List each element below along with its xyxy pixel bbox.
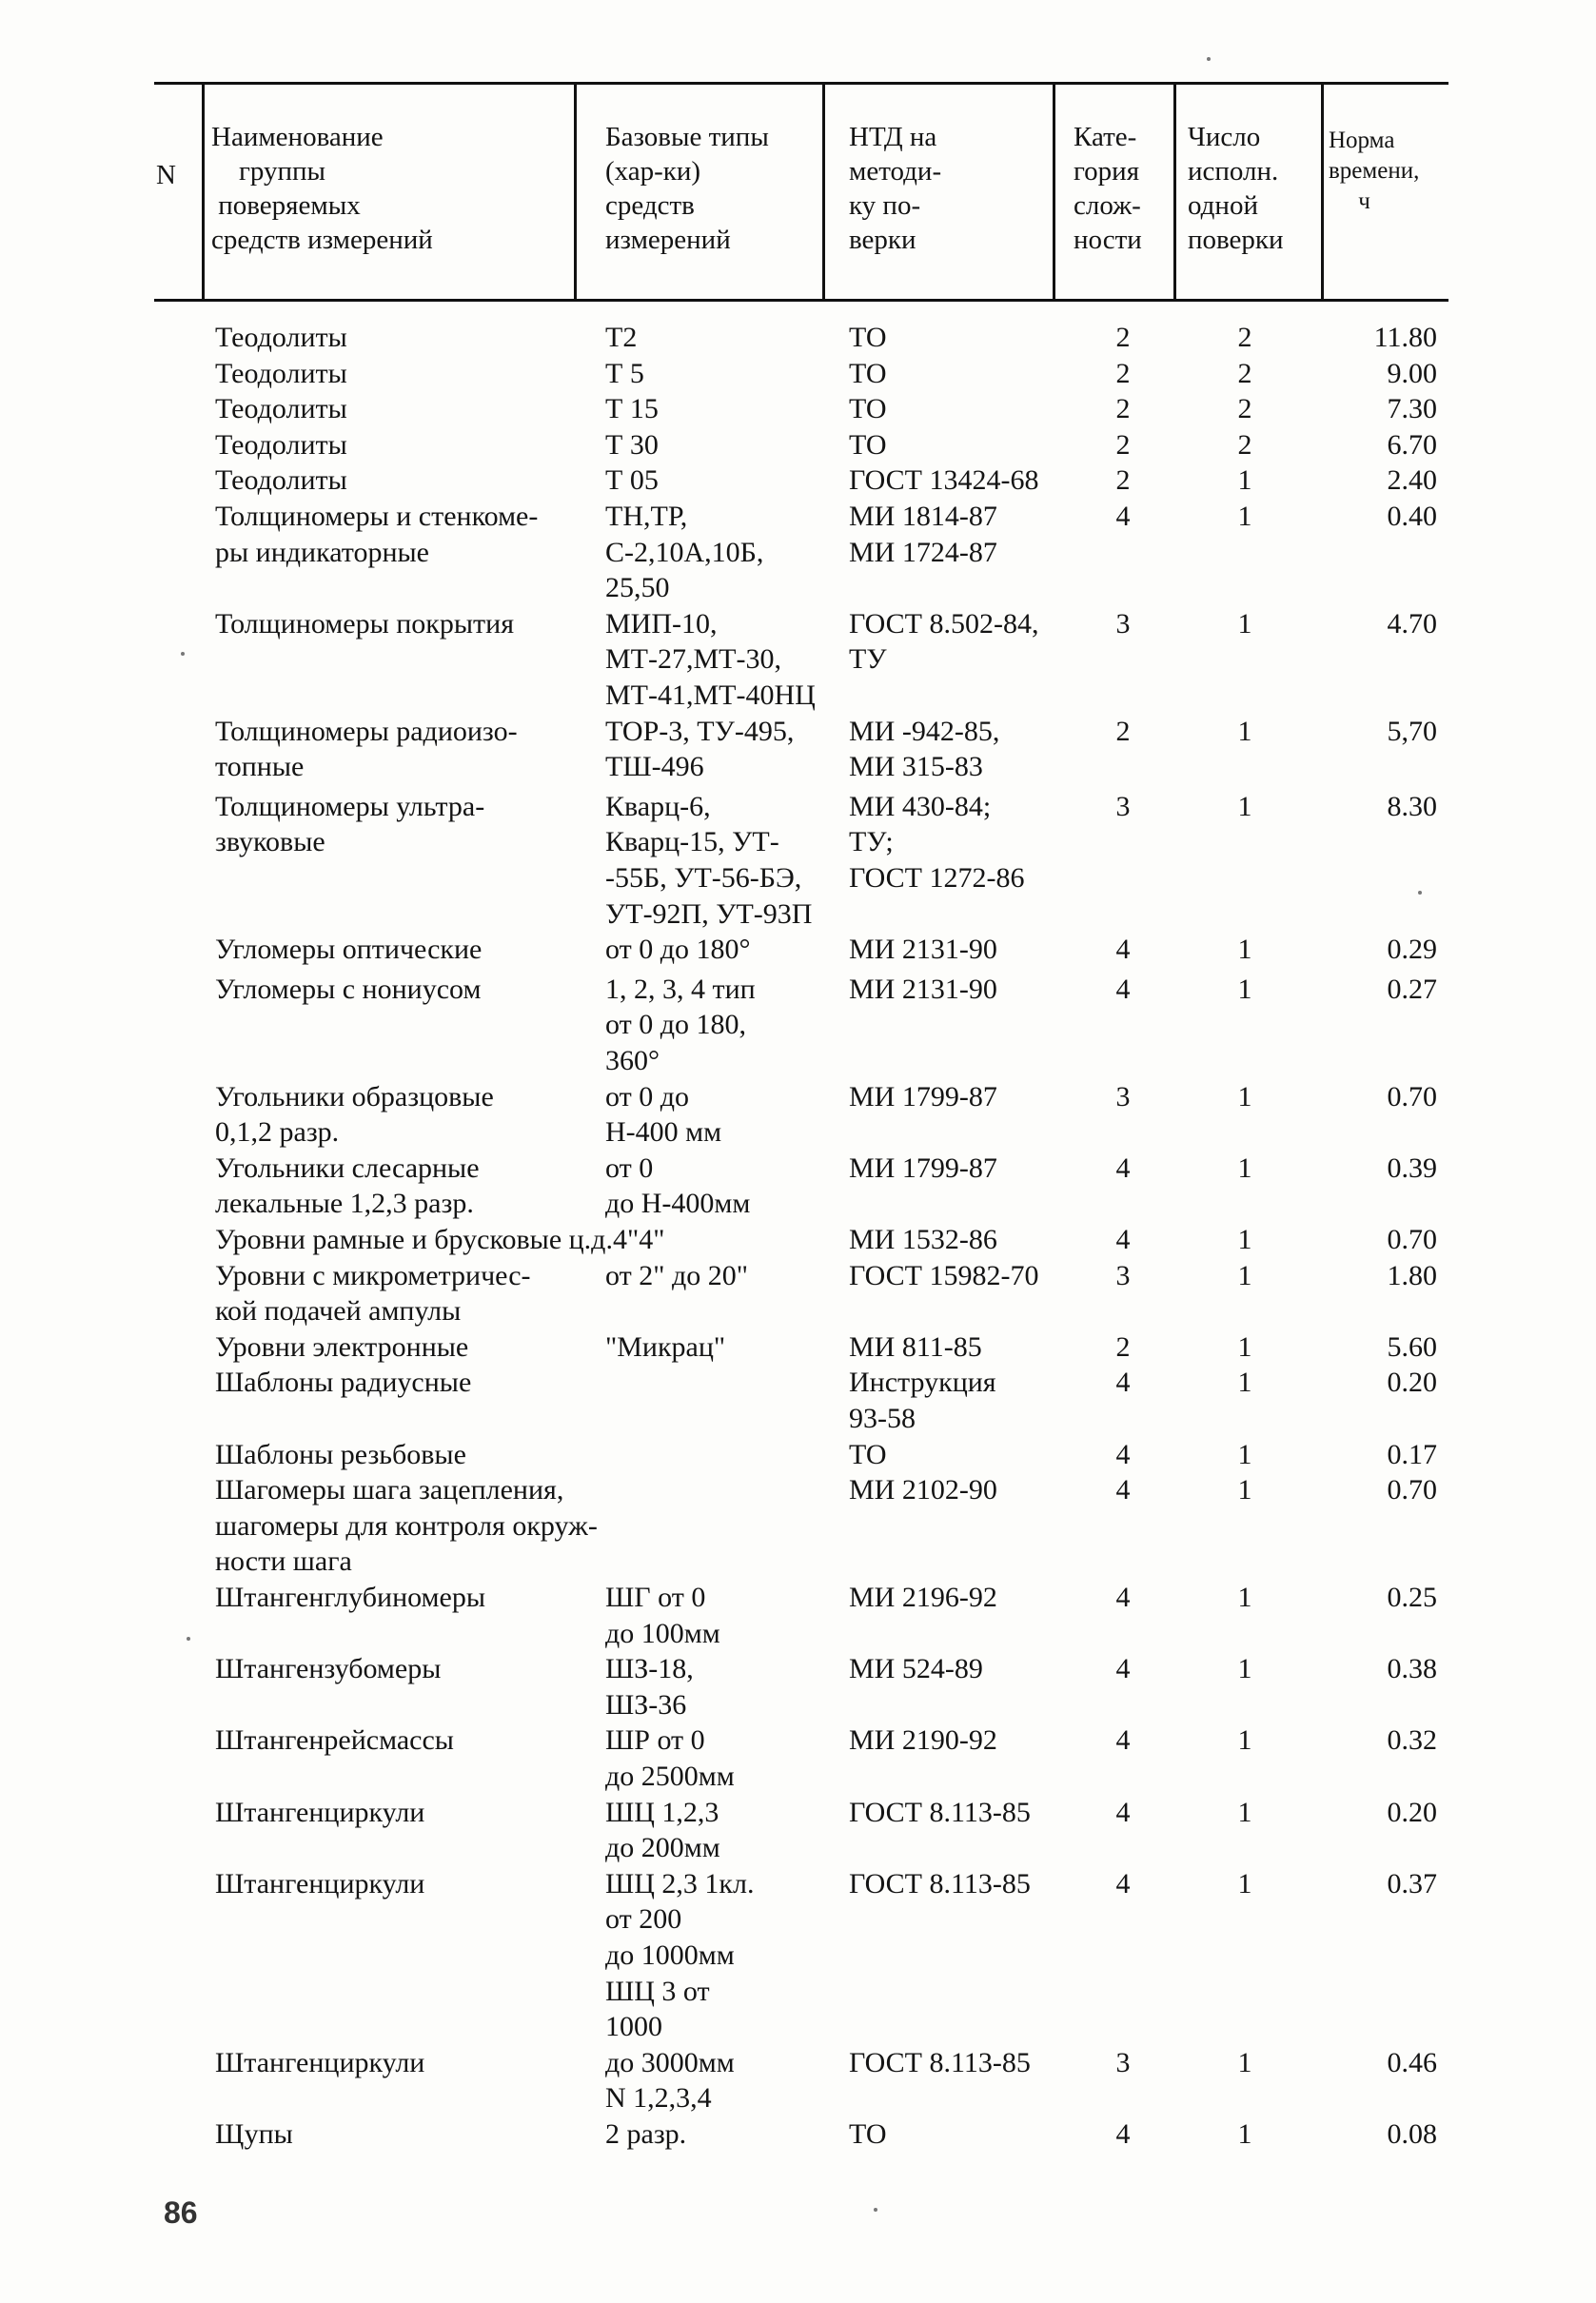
instrument-group-name: Теодолиты: [215, 464, 347, 497]
performers-count: 1: [1237, 1367, 1252, 1399]
method-document: МИ 315-83: [849, 751, 983, 783]
complexity-category: 4: [1115, 2118, 1131, 2150]
instrument-group-name: Теодолиты: [215, 393, 347, 425]
method-document: МИ 2131-90: [849, 934, 997, 966]
method-document: МИ -942-85,: [849, 715, 1000, 747]
method-document: ТО: [849, 357, 887, 389]
time-norm-hours: 0.08: [1387, 2118, 1437, 2150]
instrument-group-name: кой подачей ампулы: [215, 1295, 462, 1328]
performers-count: 1: [1237, 934, 1252, 966]
scan-speck: [1207, 57, 1211, 61]
base-type-spec: Кварц-15, УТ-: [605, 826, 779, 858]
time-norm-hours: 5,70: [1387, 715, 1437, 747]
performers-count: 1: [1237, 973, 1252, 1005]
base-type-spec: Н-400 мм: [605, 1116, 722, 1149]
base-type-spec: УТ-92П, УТ-93П: [605, 897, 813, 930]
method-document: МИ 2102-90: [849, 1474, 997, 1506]
method-document: ТУ: [849, 643, 887, 676]
performers-count: 1: [1237, 464, 1252, 497]
method-document: ГОСТ 1272-86: [849, 862, 1025, 894]
instrument-group-name: Штангенциркули: [215, 1796, 425, 1828]
time-norm-hours: 1.80: [1387, 1259, 1437, 1291]
column-divider: [1053, 84, 1055, 299]
time-norm-hours: 0.39: [1387, 1152, 1437, 1184]
header-method-document: НТД на методи- ку по- верки: [849, 122, 942, 255]
header-instrument-group: Наименование группы поверяемых средств измерений: [211, 122, 433, 255]
performers-count: 1: [1237, 1152, 1252, 1184]
method-document: МИ 1814-87: [849, 501, 997, 532]
complexity-category: 4: [1115, 1867, 1131, 1899]
base-type-spec: ШЦ 3 от: [605, 1975, 710, 2007]
method-document: 93-58: [849, 1403, 916, 1434]
scan-speck: [181, 652, 185, 656]
complexity-category: 4: [1115, 934, 1131, 966]
time-norm-hours: 0.20: [1387, 1367, 1437, 1399]
instrument-group-name: Уровни электронные: [215, 1330, 469, 1363]
method-document: ТО: [849, 393, 887, 425]
base-type-spec: 360°: [605, 1045, 660, 1076]
instrument-group-name: Теодолиты: [215, 322, 347, 353]
complexity-category: 2: [1115, 428, 1131, 461]
base-type-spec: С-2,10А,10Б,: [605, 536, 764, 568]
time-norm-hours: 9.00: [1387, 357, 1437, 389]
performers-count: 1: [1237, 501, 1252, 532]
column-divider: [1321, 84, 1324, 299]
header-top-rule: [154, 82, 1448, 85]
instrument-group-name: шагомеры для контроля окруж-: [215, 1509, 598, 1542]
base-type-spec: ШГ от 0: [605, 1582, 706, 1613]
instrument-group-name: топные: [215, 751, 305, 783]
base-type-spec: "Микрац": [605, 1330, 726, 1363]
base-type-spec: 1, 2, 3, 4 тип: [605, 973, 756, 1005]
instrument-group-name: Щупы: [215, 2118, 293, 2150]
base-type-spec: ШЗ-36: [605, 1688, 687, 1721]
method-document: ГОСТ 13424-68: [849, 464, 1039, 497]
time-norm-hours: 0.70: [1387, 1080, 1437, 1112]
base-type-spec: до 200мм: [605, 1832, 720, 1864]
instrument-group-name: Теодолиты: [215, 357, 347, 389]
complexity-category: 4: [1115, 1152, 1131, 1184]
column-divider: [202, 84, 205, 299]
base-type-spec: МТ-41,МТ-40НЦ: [605, 679, 816, 711]
base-type-spec: 25,50: [605, 572, 670, 604]
complexity-category: 3: [1115, 790, 1131, 822]
method-document: Инструкция: [849, 1367, 996, 1399]
method-document: ТО: [849, 428, 887, 461]
instrument-group-name: Уровни с микрометричес-: [215, 1259, 531, 1291]
base-type-spec: ШЗ-18,: [605, 1653, 694, 1685]
instrument-group-name: ры индикаторные: [215, 536, 429, 568]
base-type-spec: МИП-10,: [605, 607, 718, 640]
method-document: МИ 1799-87: [849, 1152, 997, 1184]
time-norm-hours: 0.25: [1387, 1582, 1437, 1613]
header-time-norm: Норма времени, ч: [1329, 128, 1420, 214]
time-norm-hours: 5.60: [1387, 1330, 1437, 1363]
base-type-spec: Т 05: [605, 464, 659, 497]
base-type-spec: МТ-27,МТ-30,: [605, 643, 781, 676]
method-document: ГОСТ 8.113-85: [849, 1796, 1031, 1828]
performers-count: 1: [1237, 1330, 1252, 1363]
complexity-category: 4: [1115, 1724, 1131, 1757]
method-document: ГОСТ 8.113-85: [849, 2046, 1031, 2078]
time-norm-hours: 6.70: [1387, 428, 1437, 461]
base-type-spec: от 200: [605, 1903, 682, 1936]
header-number: N: [156, 160, 176, 190]
instrument-group-name: Штангенциркули: [215, 2046, 425, 2078]
method-document: ГОСТ 15982-70: [849, 1259, 1039, 1291]
time-norm-hours: 0.38: [1387, 1653, 1437, 1685]
base-type-spec: Кварц-6,: [605, 790, 711, 822]
complexity-category: 4: [1115, 1367, 1131, 1399]
instrument-group-name: Штангензубомеры: [215, 1653, 442, 1685]
time-norm-hours: 0.27: [1387, 973, 1437, 1005]
method-document: МИ 2131-90: [849, 973, 997, 1005]
method-document: ТО: [849, 2118, 887, 2150]
base-type-spec: Т 15: [605, 393, 659, 425]
complexity-category: 3: [1115, 2046, 1131, 2078]
method-document: ГОСТ 8.502-84,: [849, 607, 1039, 640]
complexity-category: 4: [1115, 1796, 1131, 1828]
complexity-category: 4: [1115, 1474, 1131, 1506]
performers-count: 1: [1237, 715, 1252, 747]
complexity-category: 3: [1115, 1259, 1131, 1291]
instrument-group-name: Шагомеры шага зацепления,: [215, 1474, 564, 1506]
method-document: МИ 1532-86: [849, 1224, 997, 1255]
instrument-group-name: лекальные 1,2,3 разр.: [215, 1188, 474, 1220]
instrument-group-name: Угломеры оптические: [215, 934, 483, 966]
header-performers-count: Число исполн. одной поверки: [1188, 122, 1284, 255]
performers-count: 1: [1237, 1259, 1252, 1291]
base-type-spec: ШР от 0: [605, 1724, 705, 1757]
base-type-spec: до 2500мм: [605, 1761, 735, 1792]
instrument-group-name: Толщиномеры радиоизо-: [215, 715, 518, 747]
time-norm-hours: 7.30: [1387, 393, 1437, 425]
method-document: МИ 430-84;: [849, 790, 992, 822]
instrument-group-name: Штангенглубиномеры: [215, 1582, 486, 1613]
complexity-category: 2: [1115, 322, 1131, 353]
column-divider: [1173, 84, 1176, 299]
time-norm-hours: 8.30: [1387, 790, 1437, 822]
base-type-spec: 2 разр.: [605, 2118, 687, 2150]
time-norm-hours: 0.70: [1387, 1224, 1437, 1255]
base-type-spec: 1000: [605, 2011, 662, 2043]
time-norm-hours: 0.46: [1387, 2046, 1437, 2078]
complexity-category: 2: [1115, 464, 1131, 497]
base-type-spec: ШЦ 1,2,3: [605, 1796, 719, 1828]
page-number: 86: [164, 2195, 198, 2230]
base-type-spec: Т2: [605, 322, 638, 353]
performers-count: 1: [1237, 1724, 1252, 1757]
time-norm-hours: 0.32: [1387, 1724, 1437, 1757]
instrument-group-name: Шаблоны радиусные: [215, 1367, 472, 1399]
base-type-spec: ТОР-3, ТУ-495,: [605, 715, 795, 747]
instrument-group-name: Угольники образцовые: [215, 1080, 494, 1112]
complexity-category: 4: [1115, 1438, 1131, 1470]
performers-count: 1: [1237, 1224, 1252, 1255]
method-document: МИ 1724-87: [849, 536, 997, 568]
time-norm-hours: 11.80: [1373, 322, 1437, 353]
performers-count: 1: [1237, 2046, 1252, 2078]
instrument-group-name: Толщиномеры ультра-: [215, 790, 485, 822]
complexity-category: 4: [1115, 1224, 1131, 1255]
performers-count: 1: [1237, 1653, 1252, 1685]
complexity-category: 3: [1115, 607, 1131, 640]
base-type-spec: Т 30: [605, 428, 659, 461]
instrument-group-name: Толщиномеры и стенкоме-: [215, 501, 539, 532]
method-document: МИ 811-85: [849, 1330, 982, 1363]
instrument-group-name: 0,1,2 разр.: [215, 1116, 340, 1149]
base-type-spec: ШЦ 2,3 1кл.: [605, 1867, 755, 1899]
performers-count: 1: [1237, 1582, 1252, 1613]
complexity-category: 4: [1115, 1653, 1131, 1685]
instrument-group-name: Угольники слесарные: [215, 1152, 480, 1184]
performers-count: 2: [1237, 393, 1252, 425]
instrument-group-name: звуковые: [215, 826, 325, 858]
method-document: ТУ;: [849, 826, 894, 858]
method-document: МИ 2190-92: [849, 1724, 997, 1757]
complexity-category: 2: [1115, 1330, 1131, 1363]
performers-count: 1: [1237, 790, 1252, 822]
base-type-spec: до Н-400мм: [605, 1188, 751, 1220]
performers-count: 1: [1237, 1080, 1252, 1112]
time-norm-hours: 0.70: [1387, 1474, 1437, 1506]
time-norm-hours: 0.37: [1387, 1867, 1437, 1899]
base-type-spec: ТШ-496: [605, 751, 704, 783]
column-divider: [574, 84, 577, 299]
scan-speck: [187, 1637, 190, 1641]
complexity-category: 2: [1115, 715, 1131, 747]
base-type-spec: -55Б, УТ-56-БЭ,: [605, 862, 802, 894]
instrument-group-name: Уровни рамные и брусковые ц.д.4"4": [215, 1224, 665, 1255]
complexity-category: 4: [1115, 501, 1131, 532]
complexity-category: 4: [1115, 1582, 1131, 1613]
complexity-category: 2: [1115, 393, 1131, 425]
complexity-category: 4: [1115, 973, 1131, 1005]
instrument-group-name: Теодолиты: [215, 428, 347, 461]
performers-count: 1: [1237, 1438, 1252, 1470]
header-base-types: Базовые типы (хар-ки) средств измерений: [605, 122, 769, 255]
method-document: МИ 1799-87: [849, 1080, 997, 1112]
base-type-spec: Т 5: [605, 357, 644, 389]
method-document: ГОСТ 8.113-85: [849, 1867, 1031, 1899]
base-type-spec: от 2" до 20": [605, 1259, 748, 1291]
scan-speck: [874, 2208, 877, 2212]
base-type-spec: от 0 до 180,: [605, 1009, 746, 1041]
performers-count: 1: [1237, 1796, 1252, 1828]
time-norm-hours: 4.70: [1387, 607, 1437, 640]
method-document: МИ 524-89: [849, 1653, 983, 1685]
time-norm-hours: 0.40: [1387, 501, 1437, 532]
base-type-spec: от 0: [605, 1152, 654, 1184]
method-document: ТО: [849, 1438, 887, 1470]
performers-count: 1: [1237, 2118, 1252, 2150]
column-divider: [822, 84, 825, 299]
performers-count: 1: [1237, 1867, 1252, 1899]
instrument-group-name: Штангенрейсмассы: [215, 1724, 454, 1757]
instrument-group-name: Шаблоны резьбовые: [215, 1438, 466, 1470]
complexity-category: 3: [1115, 1080, 1131, 1112]
scan-speck: [1418, 891, 1422, 895]
method-document: ТО: [849, 322, 887, 353]
instrument-group-name: Штангенциркули: [215, 1867, 425, 1899]
time-norm-hours: 2.40: [1387, 464, 1437, 497]
instrument-group-name: Толщиномеры покрытия: [215, 607, 514, 640]
performers-count: 2: [1237, 322, 1252, 353]
base-type-spec: до 3000мм: [605, 2046, 735, 2078]
method-document: МИ 2196-92: [849, 1582, 997, 1613]
complexity-category: 2: [1115, 357, 1131, 389]
instrument-group-name: Угломеры с нониусом: [215, 973, 482, 1005]
time-norm-hours: 0.20: [1387, 1796, 1437, 1828]
performers-count: 2: [1237, 357, 1252, 389]
base-type-spec: до 100мм: [605, 1617, 720, 1649]
base-type-spec: от 0 до 180°: [605, 934, 751, 966]
time-norm-hours: 0.17: [1387, 1438, 1437, 1470]
header-bottom-rule: [154, 299, 1448, 302]
performers-count: 2: [1237, 428, 1252, 461]
performers-count: 1: [1237, 1474, 1252, 1506]
header-complexity-category: Кате- гория слож- ности: [1074, 122, 1142, 255]
base-type-spec: до 1000мм: [605, 1939, 735, 1971]
instrument-group-name: ности шага: [215, 1545, 352, 1578]
time-norm-hours: 0.29: [1387, 934, 1437, 966]
base-type-spec: от 0 до: [605, 1080, 689, 1112]
performers-count: 1: [1237, 607, 1252, 640]
base-type-spec: N 1,2,3,4: [605, 2082, 712, 2115]
base-type-spec: ТН,ТР,: [605, 501, 688, 532]
